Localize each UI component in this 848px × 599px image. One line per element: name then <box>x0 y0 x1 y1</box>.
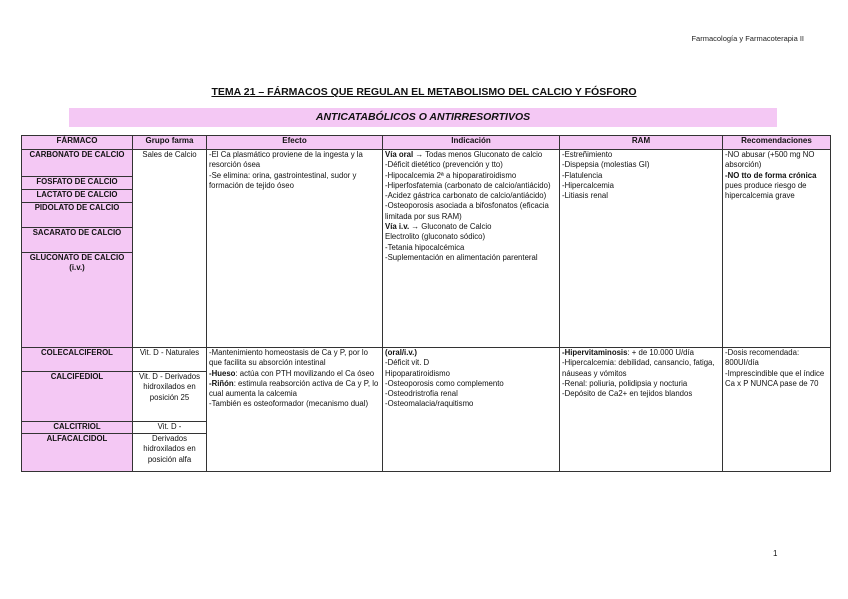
page-title: TEMA 21 – FÁRMACOS QUE REGULAN EL METABOLISMO DEL CALCIO Y FÓSFORO <box>211 86 637 98</box>
indication-item: -Acidez gástrica carbonato de calcio/antiácido) <box>385 191 547 201</box>
col-header-recomendaciones: Recomendaciones <box>723 136 831 150</box>
indication-item: -Suplementación en alimentación parenteral <box>385 252 538 262</box>
rec-line: -Dosis recomendada: 800UI/día <box>725 348 800 368</box>
group-vitd-naturales: Vit. D - Naturales <box>133 348 207 372</box>
col-header-efecto: Efecto <box>207 136 383 150</box>
group-vitd: Vit. D - <box>133 422 207 434</box>
indication-oral: Vía oral → Todas menos Gluconato de calcio <box>385 150 543 159</box>
rec-vitd <box>723 348 831 472</box>
ram-item: -Hipercalcemia <box>562 180 614 190</box>
effect-line: -Hueso: actúa con PTH movilizando el Ca óseo <box>209 368 375 378</box>
indication-item: -Osteomalacia/raquitismo <box>385 399 474 409</box>
indication-item: -Déficit dietético (prevención y tto) <box>385 160 503 170</box>
effect-line: -También es osteoformador (mecanismo dual) <box>209 399 369 409</box>
drug-calcifediol: CALCIFEDIOL <box>22 372 133 422</box>
indication-item: -Hipocalcemia 2ª a hipoparatiroidismo <box>385 170 517 180</box>
indication-item: -Déficit vit. D <box>385 358 430 368</box>
ram-item: -Depósito de Ca2+ en tejidos blandos <box>562 389 693 399</box>
rec-line: -NO tto de forma crónica pues produce riesgo de hipercalcemia grave <box>725 170 817 201</box>
ram-vitd <box>560 348 723 472</box>
ram-calcio <box>560 150 723 348</box>
col-header-grupo: Grupo farma <box>133 136 207 150</box>
section-subtitle: ANTICATABÓLICOS O ANTIRRESORTIVOS <box>69 108 777 127</box>
page-header: Farmacología y Farmacoterapia II <box>691 34 804 43</box>
ram-item: -Flatulencia <box>562 170 603 180</box>
table-row <box>22 150 831 177</box>
effect-line: -Riñón: estimula reabsorción activa de Ca y P, lo cual aumenta la calcemia <box>209 378 379 399</box>
drug-fosfato: FOSFATO DE CALCIO <box>22 177 133 190</box>
col-header-farmaco: FÁRMACO <box>22 136 133 150</box>
group-sales-calcio: Sales de Calcio <box>133 150 207 348</box>
col-header-ram: RAM <box>560 136 723 150</box>
ram-item: -Dispepsia (molestias GI) <box>562 160 650 170</box>
ram-item: -Litiasis renal <box>562 191 608 201</box>
indication-item: Electrolito (gluconato sódico) <box>385 232 486 242</box>
drug-calcitriol: CALCITRIOL <box>22 422 133 434</box>
effect-line: -Mantenimiento homeostasis de Ca y P, por lo que facilita su absorción intestinal <box>209 348 368 368</box>
indication-item: -Osteoporosis asociada a bifosfonatos (eficacia limitada por sus RAM) <box>385 201 549 221</box>
table-row <box>22 348 831 372</box>
group-vitd-alfa: Derivados hidroxilados en posición alfa <box>133 434 207 472</box>
indication-item: Hipoparatiroidismo <box>385 368 451 378</box>
indication-item: -Hiperfosfatemia (carbonato de calcio/antiácido) <box>385 180 551 190</box>
col-header-indicacion: Indicación <box>383 136 560 150</box>
ram-item: -Hipervitaminosis: + de 10.000 U/día <box>562 348 694 357</box>
drug-pidolato: PIDOLATO DE CALCIO <box>22 203 133 228</box>
indication-label: (oral/i.v.) <box>385 348 417 357</box>
rec-line: -NO abusar (+500 mg NO absorción) <box>725 150 815 170</box>
group-vitd-25: Vit. D - Derivados hidroxilados en posición 25 <box>133 372 207 422</box>
drug-alfacalcidol: ALFACALCIDOL <box>22 434 133 472</box>
rec-line: Ca x P NUNCA pase de 70 <box>725 378 819 388</box>
drug-table <box>21 135 831 472</box>
effect-line: -Se elimina: orina, gastrointestinal, sudor y formación de tejido óseo <box>209 170 357 190</box>
rec-calcio <box>723 150 831 348</box>
ram-item: -Estreñimiento <box>562 150 613 159</box>
effect-vitd <box>207 348 383 472</box>
indication-calcio <box>383 150 560 348</box>
indication-vitd <box>383 348 560 472</box>
indication-item: -Osteodristrofia renal <box>385 389 458 399</box>
table-header-row <box>22 136 831 150</box>
ram-item: -Hipercalcemia: debilidad, cansancio, fatiga, náuseas y vómitos <box>562 358 715 378</box>
drug-gluconato: GLUCONATO DE CALCIO (i.v.) <box>22 253 133 348</box>
drug-carbonato: CARBONATO DE CALCIO <box>22 150 133 177</box>
page-number: 1 <box>773 549 778 558</box>
indication-item: -Osteoporosis como complemento <box>385 378 504 388</box>
indication-item: -Tetania hipocalcémica <box>385 242 465 252</box>
rec-line: -Imprescindible que el índice <box>725 368 825 378</box>
indication-iv: Vía i.v. → Gluconato de Calcio <box>385 221 492 231</box>
effect-calcio <box>207 150 383 348</box>
drug-sacarato: SACARATO DE CALCIO <box>22 228 133 253</box>
ram-item: -Renal: poliuria, polidipsia y nocturia <box>562 378 688 388</box>
effect-line: -El Ca plasmático proviene de la ingesta y la resorción ósea <box>209 150 363 170</box>
drug-colecalciferol: COLECALCIFEROL <box>22 348 133 372</box>
drug-lactato: LACTATO DE CALCIO <box>22 190 133 203</box>
